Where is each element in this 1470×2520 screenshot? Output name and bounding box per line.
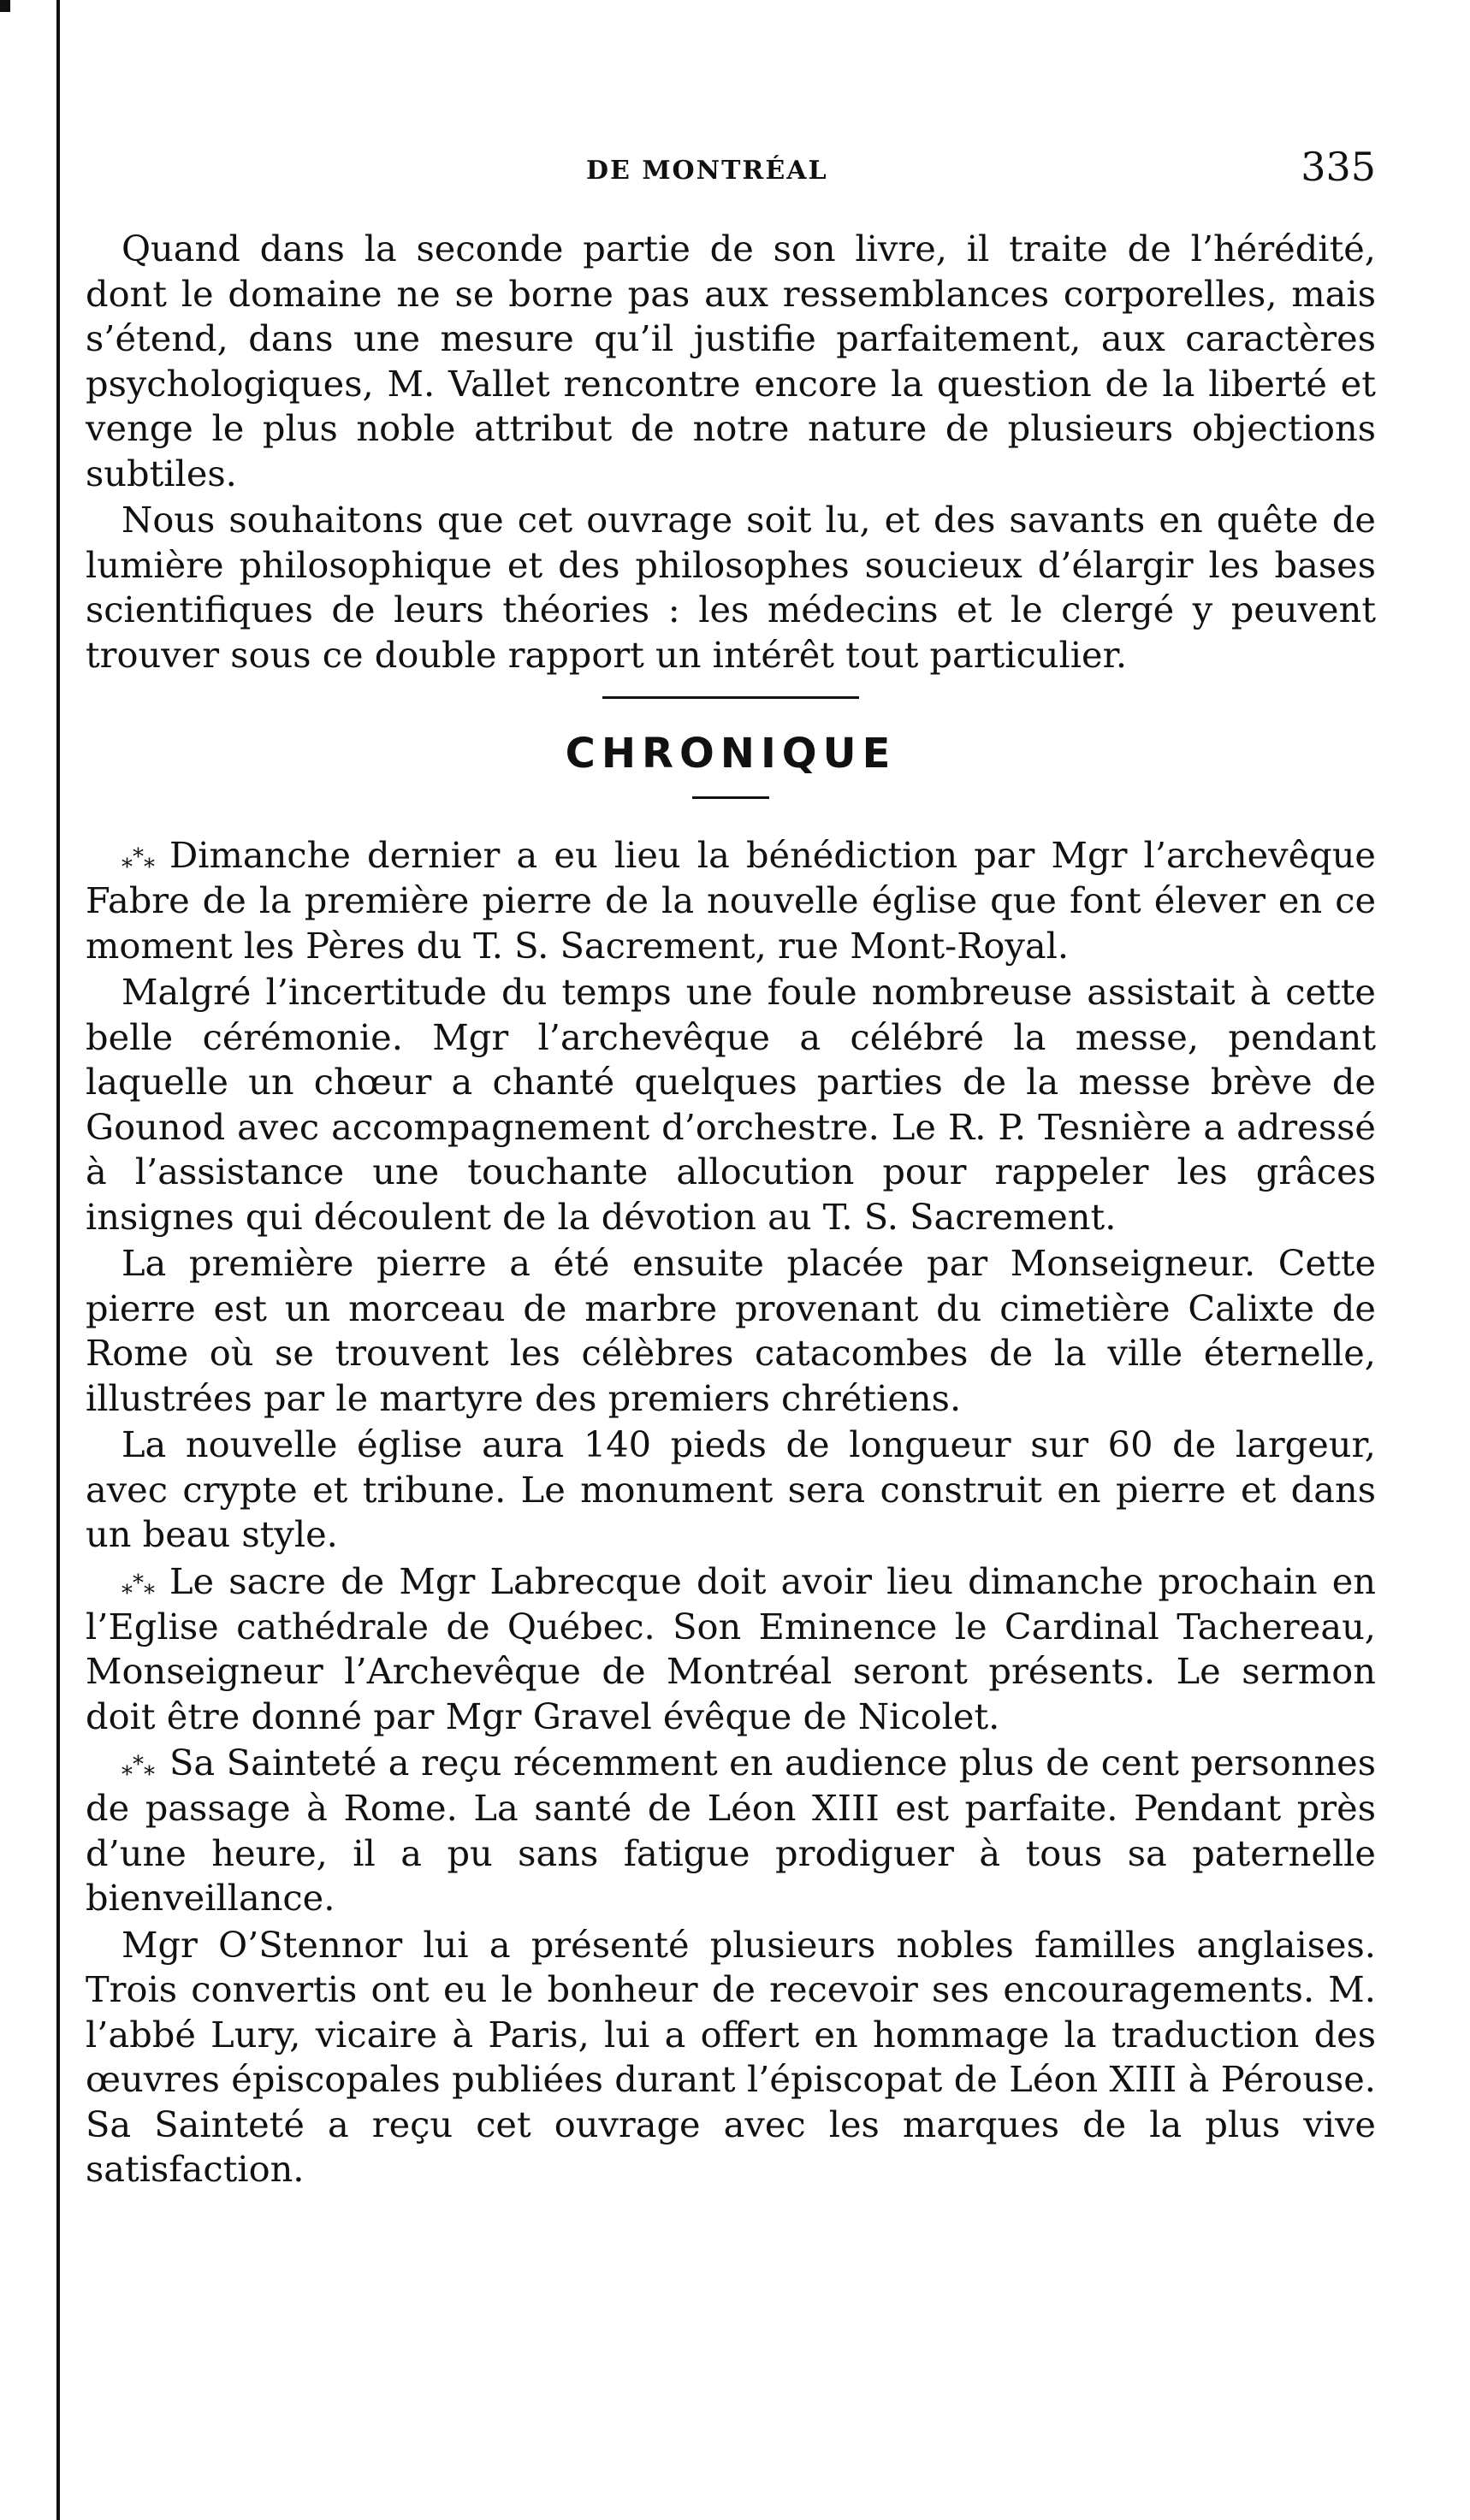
asterism-icon: *** [122, 844, 155, 880]
chronique-paragraph-1: *** Dimanche dernier a eu lieu la bénédiction par Mgr l’archevêque Fabre de la première pierre de la nouvelle église que font élever en ce moment les Pères du T. S. Sacrement, rue Mont-Royal. [86, 834, 1376, 967]
review-paragraph-1: Quand dans la seconde partie de son livre, il traite de l’hérédité, dont le domaine ne se borne pas aux ressemblances corporelles, mais s’étend, dans une mesure qu’il justifie parfaitement, aux caractères psychologiques, M. Vallet rencontre encore la question de la liberté et venge le plus noble attribut de notre nature de plusieurs objections subtiles. [86, 228, 1376, 494]
chronique-paragraph-5: *** Le sacre de Mgr Labrecque doit avoir lieu dimanche prochain en l’Eglise cathédrale de Québec. Son Eminence le Cardinal Tachereau, Monseigneur l’Archevêque de Montréal seront présents. Le sermon doit être donné par Mgr Gravel évêque de Nicolet. [86, 1559, 1376, 1737]
page-header [86, 144, 1376, 195]
page-left-rule [56, 0, 60, 2520]
title-rule [692, 796, 769, 799]
review-paragraph-2: Nous souhaitons que cet ouvrage soit lu, et des savants en quête de lumière philosophique et des philosophes soucieux d’élargir les bases scientifiques de leurs théories : les médecins et le clergé y peuvent trouver sous ce double rapport un intérêt tout particulier. [86, 499, 1376, 676]
section-separator [602, 696, 859, 699]
chronique-paragraph-4: La nouvelle église aura 140 pieds de longueur sur 60 de largeur, avec crypte et tribune. Le monument sera construit en pierre et dans un beau style. [86, 1423, 1376, 1555]
page-number: 335 [1301, 144, 1376, 190]
section-title: CHRONIQUE [565, 730, 897, 778]
corner-mark [0, 0, 10, 12]
page-body [86, 227, 1376, 2194]
asterism-icon: *** [122, 1752, 155, 1788]
chronique-paragraph-3: La première pierre a été ensuite placée par Monseigneur. Cette pierre est un morceau de marbre provenant du cimetière Calixte de Rome où se trouvent les célèbres catacombes de la ville éternelle, illustrées par le martyre des premiers chrétiens. [86, 1242, 1376, 1419]
asterism-icon: *** [122, 1570, 155, 1606]
chronique-paragraph-7: Mgr O’Stennor lui a présenté plusieurs nobles familles anglaises. Trois convertis ont eu le bonheur de recevoir ses encouragements. M. l’abbé Lury, vicaire à Paris, lui a offert en hommage la traduction des œuvres épiscopales publiées durant l’épiscopat de Léon XIII à Pérouse. Sa Sainteté a reçu cet ouvrage avec les marques de la plus vive satisfaction. [86, 1923, 1376, 2190]
running-head: DE MONTRÉAL [586, 156, 828, 186]
chronique-paragraph-2: Malgré l’incertitude du temps une foule nombreuse assistait à cette belle cérémonie. Mgr l’archevêque a célébré la messe, pendant laquelle un chœur a chanté quelques parties de la messe brève de Gounod avec accompagnement d’orchestre. Le R. P. Tesnière a adressé à l’assistance une touchante allocution pour rappeler les grâces insignes qui découlent de la dévotion au T. S. Sacrement. [86, 971, 1376, 1238]
chronique-paragraph-6: *** Sa Sainteté a reçu récemment en audience plus de cent personnes de passage à Rome. La santé de Léon XIII est parfaite. Pendant près d’une heure, il a pu sans fatigue prodiguer à tous sa paternelle bienveillance. [86, 1742, 1376, 1919]
